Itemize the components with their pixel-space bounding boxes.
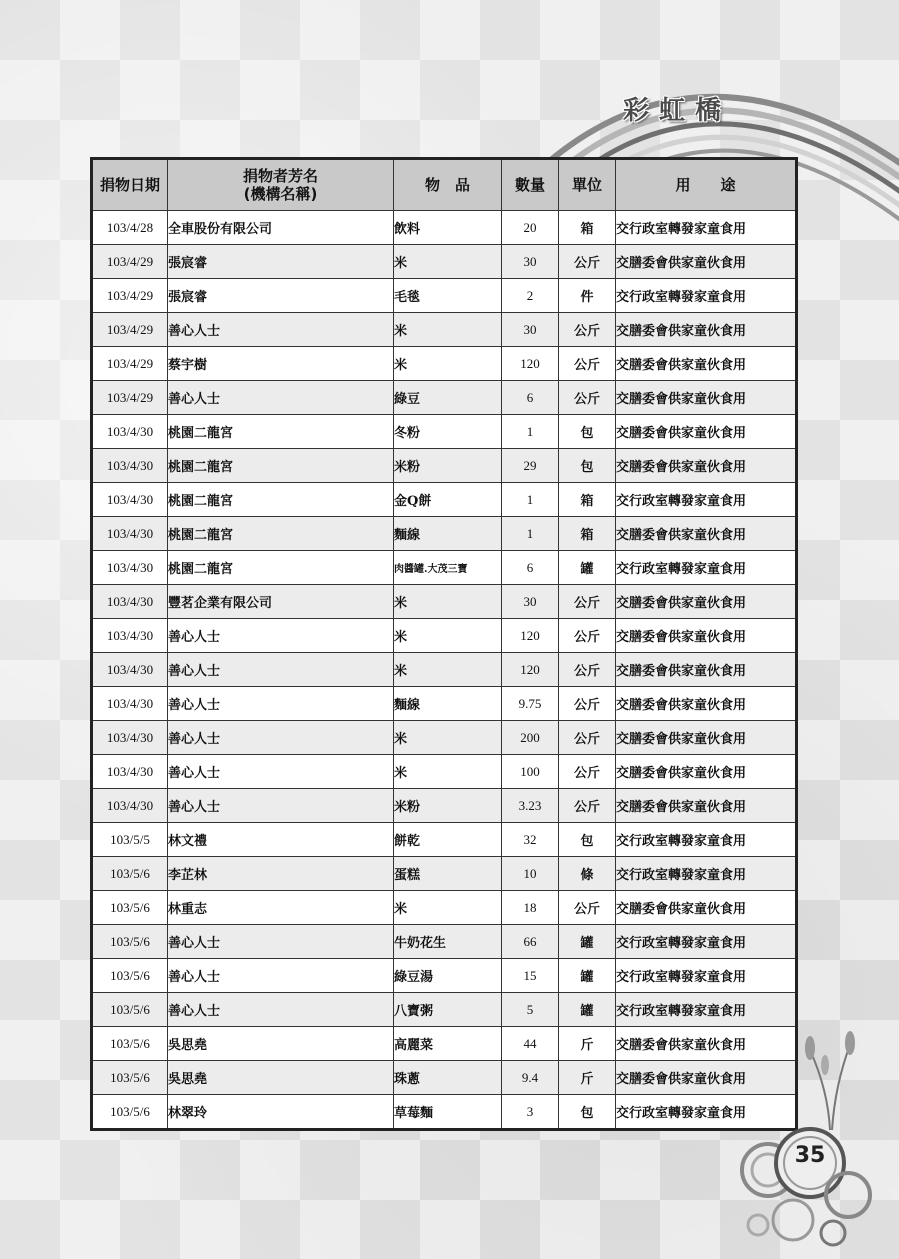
cell-donor: 張宸睿 (168, 279, 394, 313)
cell-use: 交膳委會供家童伙食用 (616, 687, 797, 721)
cell-use: 交膳委會供家童伙食用 (616, 619, 797, 653)
cell-unit: 公斤 (559, 891, 616, 925)
cell-item: 米 (394, 313, 502, 347)
cell-donor: 善心人士 (168, 313, 394, 347)
table-row (92, 1061, 797, 1095)
cell-use: 交行政室轉發家童食用 (616, 211, 797, 245)
cell-qty: 3 (502, 1095, 559, 1130)
table-row (92, 653, 797, 687)
cell-unit: 件 (559, 279, 616, 313)
cell-qty: 1 (502, 415, 559, 449)
cell-qty: 120 (502, 653, 559, 687)
table-row (92, 959, 797, 993)
table-row (92, 687, 797, 721)
table-row (92, 993, 797, 1027)
cell-qty: 6 (502, 551, 559, 585)
cell-donor: 桃園二龍宮 (168, 449, 394, 483)
cell-unit: 公斤 (559, 687, 616, 721)
page-number: 35 (794, 1143, 826, 1168)
cell-donor: 吳思堯 (168, 1027, 394, 1061)
cell-unit: 公斤 (559, 755, 616, 789)
cell-date: 103/4/30 (92, 551, 168, 585)
header-qty: 數量 (502, 159, 559, 211)
cell-date: 103/4/30 (92, 653, 168, 687)
cell-unit: 公斤 (559, 653, 616, 687)
cell-donor: 桃園二龍宮 (168, 517, 394, 551)
cell-qty: 5 (502, 993, 559, 1027)
cell-use: 交膳委會供家童伙食用 (616, 347, 797, 381)
cell-date: 103/4/30 (92, 619, 168, 653)
table-row (92, 1095, 797, 1130)
cell-donor: 善心人士 (168, 755, 394, 789)
cell-donor: 林文禮 (168, 823, 394, 857)
cell-date: 103/5/6 (92, 925, 168, 959)
cell-unit: 公斤 (559, 585, 616, 619)
cell-donor: 善心人士 (168, 687, 394, 721)
cell-unit: 罐 (559, 551, 616, 585)
cell-unit: 公斤 (559, 381, 616, 415)
cell-unit: 公斤 (559, 619, 616, 653)
cell-date: 103/4/30 (92, 517, 168, 551)
cell-use: 交膳委會供家童伙食用 (616, 1061, 797, 1095)
cell-qty: 15 (502, 959, 559, 993)
cell-use: 交行政室轉發家童食用 (616, 279, 797, 313)
cell-donor: 善心人士 (168, 959, 394, 993)
cell-date: 103/4/30 (92, 585, 168, 619)
cell-donor: 善心人士 (168, 653, 394, 687)
cell-item: 蛋糕 (394, 857, 502, 891)
table-row (92, 823, 797, 857)
cell-qty: 18 (502, 891, 559, 925)
cell-qty: 32 (502, 823, 559, 857)
cell-item: 米 (394, 347, 502, 381)
cell-use: 交行政室轉發家童食用 (616, 483, 797, 517)
cell-item: 麵線 (394, 687, 502, 721)
table-row (92, 279, 797, 313)
cell-date: 103/4/30 (92, 721, 168, 755)
cell-date: 103/4/29 (92, 279, 168, 313)
table-row (92, 857, 797, 891)
cell-item: 米粉 (394, 789, 502, 823)
cell-qty: 1 (502, 483, 559, 517)
cell-item: 金Q餅 (394, 483, 502, 517)
cell-date: 103/4/30 (92, 415, 168, 449)
table-row (92, 925, 797, 959)
cell-date: 103/5/6 (92, 1027, 168, 1061)
cell-use: 交膳委會供家童伙食用 (616, 381, 797, 415)
cell-item: 肉醬罐.大茂三寶 (394, 551, 502, 585)
cell-qty: 3.23 (502, 789, 559, 823)
cell-donor: 桃園二龍宮 (168, 551, 394, 585)
cell-qty: 200 (502, 721, 559, 755)
cell-donor: 善心人士 (168, 721, 394, 755)
cell-item: 綠豆湯 (394, 959, 502, 993)
table-row (92, 245, 797, 279)
cell-donor: 吳思堯 (168, 1061, 394, 1095)
cell-item: 米 (394, 585, 502, 619)
cell-unit: 公斤 (559, 347, 616, 381)
cell-use: 交膳委會供家童伙食用 (616, 1027, 797, 1061)
header-unit: 單位 (559, 159, 616, 211)
cell-date: 103/4/28 (92, 211, 168, 245)
cell-item: 米 (394, 755, 502, 789)
cell-item: 草莓麵 (394, 1095, 502, 1130)
cell-use: 交膳委會供家童伙食用 (616, 789, 797, 823)
cell-date: 103/4/30 (92, 449, 168, 483)
header-use: 用 途 (616, 159, 797, 211)
cell-use: 交行政室轉發家童食用 (616, 823, 797, 857)
table-row (92, 415, 797, 449)
cell-qty: 44 (502, 1027, 559, 1061)
cell-unit: 箱 (559, 211, 616, 245)
table-row (92, 619, 797, 653)
cell-unit: 罐 (559, 959, 616, 993)
table-row (92, 755, 797, 789)
cell-qty: 120 (502, 347, 559, 381)
cell-item: 米 (394, 653, 502, 687)
cell-date: 103/5/6 (92, 857, 168, 891)
cell-date: 103/5/6 (92, 1095, 168, 1130)
cell-use: 交膳委會供家童伙食用 (616, 449, 797, 483)
table-row (92, 585, 797, 619)
cell-use: 交行政室轉發家童食用 (616, 1095, 797, 1130)
cell-item: 飲料 (394, 211, 502, 245)
cell-item: 高麗菜 (394, 1027, 502, 1061)
cell-qty: 6 (502, 381, 559, 415)
cell-item: 餅乾 (394, 823, 502, 857)
cell-donor: 善心人士 (168, 619, 394, 653)
cell-unit: 罐 (559, 993, 616, 1027)
cell-date: 103/5/6 (92, 993, 168, 1027)
cell-date: 103/4/29 (92, 245, 168, 279)
cell-unit: 條 (559, 857, 616, 891)
cell-item: 米 (394, 619, 502, 653)
cell-donor: 桃園二龍宮 (168, 483, 394, 517)
header-donor (168, 159, 394, 211)
table-row (92, 891, 797, 925)
header-date: 捐物日期 (92, 159, 168, 211)
cell-unit: 包 (559, 1095, 616, 1130)
cell-donor: 林翠玲 (168, 1095, 394, 1130)
cell-date: 103/5/6 (92, 1061, 168, 1095)
cell-use: 交膳委會供家童伙食用 (616, 721, 797, 755)
cell-use: 交行政室轉發家童食用 (616, 857, 797, 891)
cell-item: 米 (394, 721, 502, 755)
table-row (92, 789, 797, 823)
cell-use: 交行政室轉發家童食用 (616, 551, 797, 585)
cell-qty: 100 (502, 755, 559, 789)
table-row (92, 551, 797, 585)
cell-qty: 30 (502, 585, 559, 619)
cell-date: 103/5/6 (92, 891, 168, 925)
cell-item: 米 (394, 245, 502, 279)
cell-use: 交膳委會供家童伙食用 (616, 653, 797, 687)
cell-unit: 包 (559, 415, 616, 449)
cell-date: 103/4/30 (92, 755, 168, 789)
header-donor-line2: (機構名稱) (243, 185, 318, 203)
cell-date: 103/4/30 (92, 483, 168, 517)
cell-unit: 斤 (559, 1027, 616, 1061)
cell-donor: 善心人士 (168, 993, 394, 1027)
cell-date: 103/4/30 (92, 789, 168, 823)
cell-qty: 2 (502, 279, 559, 313)
cell-donor: 豐茗企業有限公司 (168, 585, 394, 619)
cell-use: 交行政室轉發家童食用 (616, 993, 797, 1027)
page-number-circles (738, 1115, 878, 1250)
table-row (92, 517, 797, 551)
cell-date: 103/4/29 (92, 347, 168, 381)
cell-item: 米 (394, 891, 502, 925)
cell-donor: 張宸睿 (168, 245, 394, 279)
table-row (92, 347, 797, 381)
cell-item: 珠蔥 (394, 1061, 502, 1095)
cell-use: 交行政室轉發家童食用 (616, 925, 797, 959)
donation-table (90, 157, 798, 1131)
cell-qty: 120 (502, 619, 559, 653)
cell-unit: 箱 (559, 517, 616, 551)
cell-qty: 30 (502, 245, 559, 279)
cell-use: 交膳委會供家童伙食用 (616, 415, 797, 449)
cell-date: 103/4/29 (92, 313, 168, 347)
cell-qty: 29 (502, 449, 559, 483)
cell-item: 麵線 (394, 517, 502, 551)
cell-donor: 蔡宇樹 (168, 347, 394, 381)
cell-unit: 罐 (559, 925, 616, 959)
cell-unit: 斤 (559, 1061, 616, 1095)
cell-donor: 桃園二龍宮 (168, 415, 394, 449)
cell-donor: 善心人士 (168, 925, 394, 959)
cell-unit: 包 (559, 449, 616, 483)
cell-date: 103/5/6 (92, 959, 168, 993)
cell-date: 103/4/29 (92, 381, 168, 415)
cell-item: 毛毯 (394, 279, 502, 313)
cell-item: 冬粉 (394, 415, 502, 449)
table-row (92, 211, 797, 245)
cell-item: 八寶粥 (394, 993, 502, 1027)
cell-qty: 9.75 (502, 687, 559, 721)
table-row (92, 381, 797, 415)
cell-qty: 10 (502, 857, 559, 891)
cell-qty: 9.4 (502, 1061, 559, 1095)
cell-item: 牛奶花生 (394, 925, 502, 959)
table-header-row (92, 159, 797, 211)
cell-donor: 全車股份有限公司 (168, 211, 394, 245)
cell-unit: 箱 (559, 483, 616, 517)
cell-donor: 善心人士 (168, 789, 394, 823)
cell-donor: 林重志 (168, 891, 394, 925)
cell-use: 交膳委會供家童伙食用 (616, 891, 797, 925)
header-item: 物 品 (394, 159, 502, 211)
cell-qty: 30 (502, 313, 559, 347)
cell-qty: 1 (502, 517, 559, 551)
cell-donor: 善心人士 (168, 381, 394, 415)
cell-unit: 公斤 (559, 245, 616, 279)
table-row (92, 483, 797, 517)
cell-date: 103/5/5 (92, 823, 168, 857)
table-row (92, 1027, 797, 1061)
cell-use: 交膳委會供家童伙食用 (616, 245, 797, 279)
cell-use: 交膳委會供家童伙食用 (616, 313, 797, 347)
cell-item: 米粉 (394, 449, 502, 483)
cell-use: 交膳委會供家童伙食用 (616, 585, 797, 619)
cell-unit: 公斤 (559, 789, 616, 823)
cell-date: 103/4/30 (92, 687, 168, 721)
table-row (92, 449, 797, 483)
cell-use: 交行政室轉發家童食用 (616, 959, 797, 993)
brand-title: 彩虹橋 (622, 96, 731, 126)
cell-use: 交膳委會供家童伙食用 (616, 755, 797, 789)
cell-unit: 公斤 (559, 313, 616, 347)
cell-qty: 20 (502, 211, 559, 245)
cell-donor: 李芷林 (168, 857, 394, 891)
cell-unit: 包 (559, 823, 616, 857)
table-row (92, 721, 797, 755)
cell-unit: 公斤 (559, 721, 616, 755)
cell-qty: 66 (502, 925, 559, 959)
cell-item: 綠豆 (394, 381, 502, 415)
header-donor-line1: 捐物者芳名 (242, 167, 318, 185)
cell-use: 交膳委會供家童伙食用 (616, 517, 797, 551)
table-row (92, 313, 797, 347)
